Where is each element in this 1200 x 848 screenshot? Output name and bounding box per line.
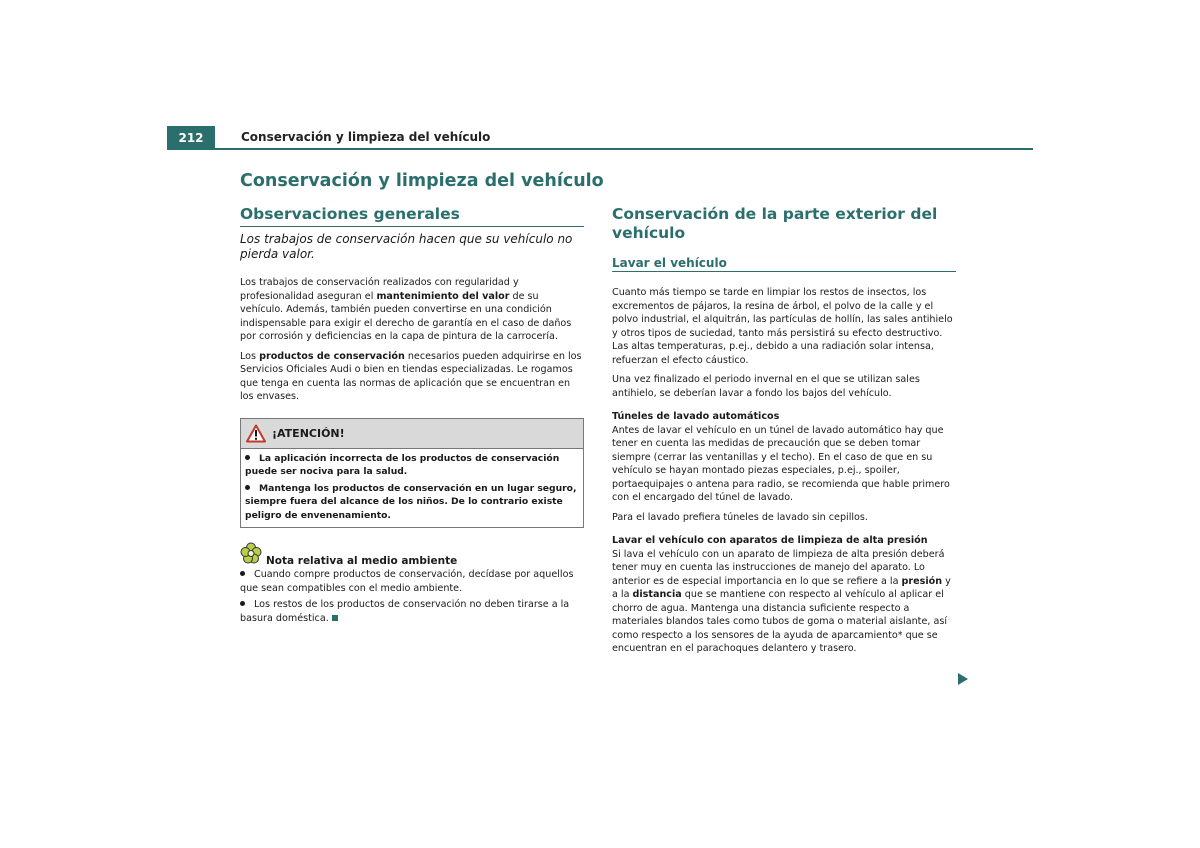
- paragraph: Si lava el vehículo con un aparato de limpieza de alta presión deberá tener muy en cuenta las instrucciones de manejo del aparato. Lo anterior es de especial importancia en lo que se refiere a la presión y a la distancia que se mantiene con respecto al vehículo al aplicar el chorro de agua. Mantenga una distancia suficiente respecto a materiales blandos tales como tubos de goma o material aislante, así como respecto a los sensores de la ayuda de aparcamiento* que se encuentran en el parachoques delantero y trasero.: [612, 548, 951, 654]
- topic-title: Túneles de lavado automáticos: [612, 411, 780, 422]
- environment-note-header: [240, 542, 584, 568]
- paragraph: Para el lavado prefiera túneles de lavado sin cepillos.: [612, 511, 868, 523]
- warning-item: La aplicación incorrecta de los productos de conservación puede ser nociva para la salud.: [245, 452, 560, 477]
- warning-triangle-icon: [246, 424, 266, 443]
- right-column: [612, 205, 956, 656]
- page-header: [167, 126, 1033, 150]
- warning-box: [240, 418, 584, 529]
- flower-icon: [240, 542, 262, 568]
- warning-item: Mantenga los productos de conservación en un lugar seguro, siempre fuera del alcance de los niños. De lo contrario existe peligro de envenenamiento.: [245, 482, 577, 521]
- environment-item: Cuando compre productos de conservación, decídase por aquellos que sean compatibles con el medio ambiente.: [240, 569, 574, 594]
- topic-title: Lavar el vehículo con aparatos de limpieza de alta presión: [612, 535, 928, 546]
- running-title: Conservación y limpieza del vehículo: [241, 130, 491, 144]
- warning-header: [241, 419, 583, 449]
- warning-label: ¡ATENCIÓN!: [272, 426, 345, 440]
- paragraph: Antes de lavar el vehículo en un túnel de lavado automático hay que tener en cuenta las medidas de precaución que se deben tomar siempre (cerrar las ventanillas y el techo). En el caso de que en su vehículo se hayan montado piezas especiales, p.ej., spoiler, portaequipajes o antena para radio, se recomienda que hable primero con el encargado del túnel de lavado.: [612, 424, 950, 503]
- warning-body: [241, 449, 583, 528]
- subsection-heading: Lavar el vehículo: [612, 256, 956, 272]
- left-column: [240, 205, 584, 625]
- lead-text: Los trabajos de conservación hacen que su vehículo no pierda valor.: [240, 232, 573, 261]
- continue-arrow-icon: [958, 670, 968, 689]
- paragraph: Los productos de conservación necesarios pueden adquirirse en los Servicios Oficiales Audi o bien en tiendas especializadas. Le rogamos que tenga en cuenta las normas de aplicación que se encuentran en los envases.: [240, 350, 582, 402]
- section-heading: Conservación de la parte exterior del vehículo: [612, 205, 938, 242]
- bullet-icon: [245, 455, 250, 460]
- bullet-icon: [240, 601, 245, 606]
- paragraph: Una vez finalizado el periodo invernal en el que se utilizan sales antihielo, se deberían lavar a fondo los bajos del vehículo.: [612, 374, 920, 399]
- end-of-section-icon: [332, 615, 338, 621]
- bullet-icon: [245, 485, 250, 490]
- page-number: 212: [167, 126, 215, 148]
- paragraph: Cuanto más tiempo se tarde en limpiar los restos de insectos, los excrementos de pájaros, la resina de árbol, el polvo de la calle y el polvo industrial, el alquitrán, las partículas de hollín, las sales antihielo y otros tipos de suciedad, tanto más persistirá su efecto destructivo. Las altas temperaturas, p.ej., debido a una radiación solar intensa, refuerzan el efecto cáustico.: [612, 287, 953, 366]
- bullet-icon: [240, 571, 245, 576]
- main-title: Conservación y limpieza del vehículo: [240, 171, 604, 191]
- environment-item: Los restos de los productos de conservación no deben tirarse a la basura doméstica.: [240, 599, 570, 624]
- environment-note-label: Nota relativa al medio ambiente: [266, 555, 458, 567]
- section-heading: Observaciones generales: [240, 205, 584, 227]
- paragraph: Los trabajos de conservación realizados con regularidad y profesionalidad aseguran el mantenimiento del valor de su vehículo. Además, también pueden convertirse en una condición indispensable para exigir el derecho de garantía en el caso de daños por corrosión y deficiencias en la capa de pintura de la carrocería.: [240, 277, 572, 342]
